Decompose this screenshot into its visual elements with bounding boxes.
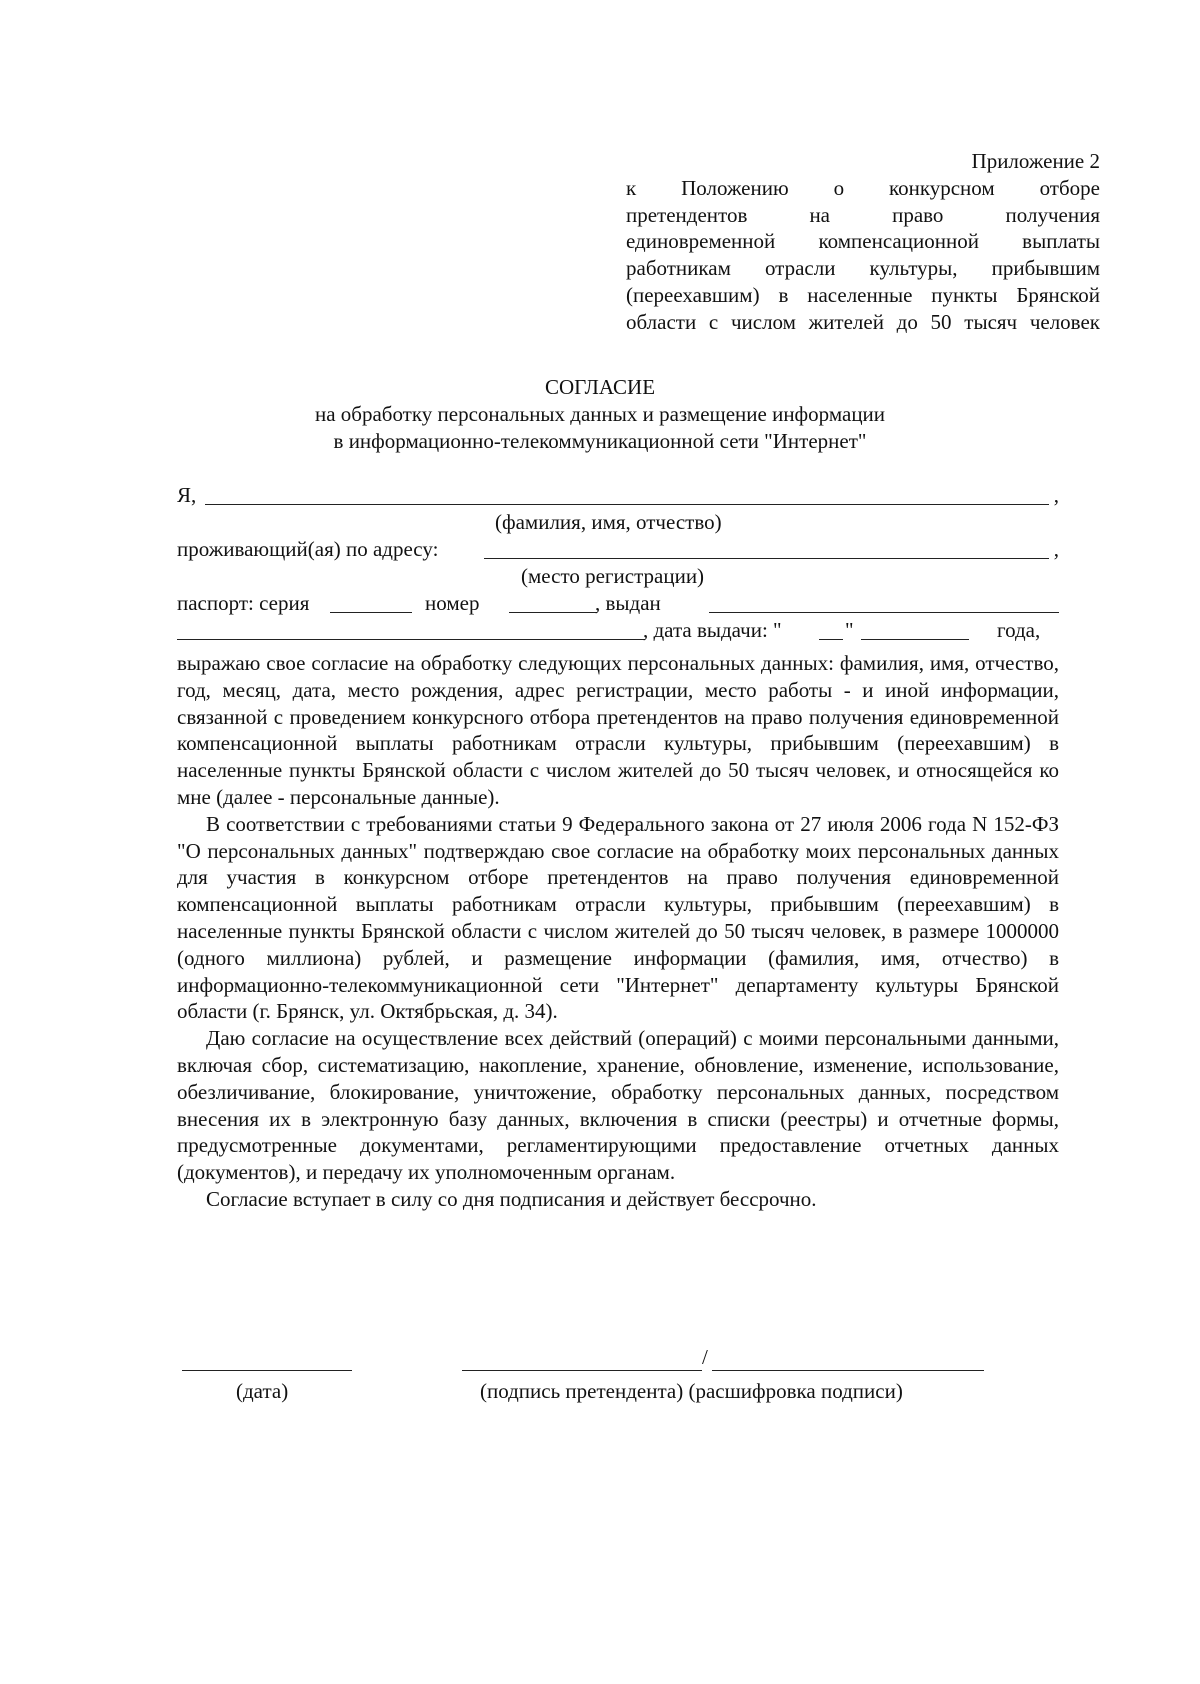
issue-date-label: , дата выдачи: " xyxy=(643,618,782,642)
appendix-line: претендентов на право получения xyxy=(626,202,1100,227)
issue-day-field[interactable] xyxy=(819,639,843,640)
slash: / xyxy=(702,1345,708,1369)
appendix-line: единовременной компенсационной выплаты xyxy=(626,229,1100,254)
consent-paragraph: В соответствии с требованиями статьи 9 Федерального закона от 27 июля 2006 года N 152-ФЗ "О персональных данных" подтверждаю свое согласие на обработку моих персональных данных для участия в конкурсном отборе претендентов на право получения единовременной компенсационной выплаты работникам отрасли культуры, прибывшим (переехавшим) в населенные пункты Брянской области с числом жителей до 50 тысяч человек, в размере 1000000 (одного миллиона) рублей, и размещение информации (фамилия, имя, отчество) в информационно-телекоммуникационной сети "Интернет" департаменту культуры Брянской области (г. Брянск, ул. Октябрьская, д. 34). xyxy=(177,811,1059,1024)
document-title: СОГЛАСИЕ xyxy=(544,375,656,399)
document-subtitle: в информационно-телекоммуникационной сети "Интернет" xyxy=(333,428,867,453)
issue-date-quote: " xyxy=(845,618,854,642)
appendix-header xyxy=(626,148,1100,336)
i-label: Я, xyxy=(177,483,197,507)
appendix-line: области с числом жителей до 50 тысяч человек xyxy=(626,309,1100,334)
consent-paragraph: выражаю свое согласие на обработку следующих персональных данных: фамилия, имя, отчество, год, месяц, дата, место рождения, адрес регистрации, место работы - и иной информации, связанной с проведением конкурсного отбора претендентов на право получения единовременной компенсационной выплаты работникам отрасли культуры, прибывшим (переехавшим) в населенные пункты Брянской области с числом жителей до 50 тысяч человек, и относящейся ко мне (далее - персональные данные). xyxy=(177,651,1059,809)
comma: , xyxy=(1053,483,1059,507)
appendix-title: Приложение 2 xyxy=(971,149,1100,173)
consent-form-fields xyxy=(177,482,1059,644)
address-hint-row xyxy=(177,563,1059,590)
passport-series-field[interactable] xyxy=(330,612,412,613)
issue-date-row xyxy=(177,617,1059,644)
issued-label: , выдан xyxy=(595,591,661,615)
signature-decoding-field[interactable] xyxy=(712,1370,984,1371)
consent-body xyxy=(177,650,1059,1213)
address-field[interactable] xyxy=(484,558,1049,559)
signature-hint: (подпись претендента) (расшифровка подписи) xyxy=(480,1379,903,1403)
address-label: проживающий(ая) по адресу: xyxy=(177,537,439,561)
document-subtitle: на обработку персональных данных и размещение информации xyxy=(314,401,886,426)
date-hint: (дата) xyxy=(236,1379,289,1403)
fio-field[interactable] xyxy=(205,504,1049,505)
issued-by-field-continued[interactable] xyxy=(177,639,645,640)
address-row xyxy=(177,536,1059,563)
passport-series-label: паспорт: серия xyxy=(177,591,310,615)
appendix-line: (переехавшим) в населенные пункты Брянской xyxy=(626,282,1100,307)
fio-hint: (фамилия, имя, отчество) xyxy=(495,510,722,534)
consent-paragraph: Даю согласие на осуществление всех действий (операций) с моими персональными данными, включая сбор, систематизацию, накопление, хранение, обновление, изменение, использование, обезличивание, блокирование, уничтожение, обработку персональных данных, посредством внесения их в электронную базу данных, включения в списки (реестры) и отчетные формы, предусмотренные документами, регламентирующими предоставление отчетных данных (документов), и передачу их уполномоченным органам. xyxy=(177,1026,1059,1185)
issued-by-field[interactable] xyxy=(709,612,1059,613)
passport-row xyxy=(177,590,1059,617)
date-signature-field[interactable] xyxy=(182,1370,352,1371)
passport-number-field[interactable] xyxy=(509,612,597,613)
address-hint: (место регистрации) xyxy=(521,564,705,588)
year-label: года, xyxy=(997,618,1041,642)
appendix-line: работникам отрасли культуры, прибывшим xyxy=(626,256,1100,281)
comma: , xyxy=(1053,537,1059,561)
passport-number-label: номер xyxy=(425,591,480,615)
fio-hint-row xyxy=(177,509,1059,536)
consent-paragraph: Согласие вступает в силу со дня подписания и действует бессрочно. xyxy=(206,1186,817,1211)
document-heading xyxy=(0,374,1200,454)
applicant-signature-field[interactable] xyxy=(462,1370,702,1371)
appendix-line: к Положению о конкурсном отборе xyxy=(626,175,1100,200)
issue-month-field[interactable] xyxy=(861,639,969,640)
fio-row xyxy=(177,482,1059,509)
